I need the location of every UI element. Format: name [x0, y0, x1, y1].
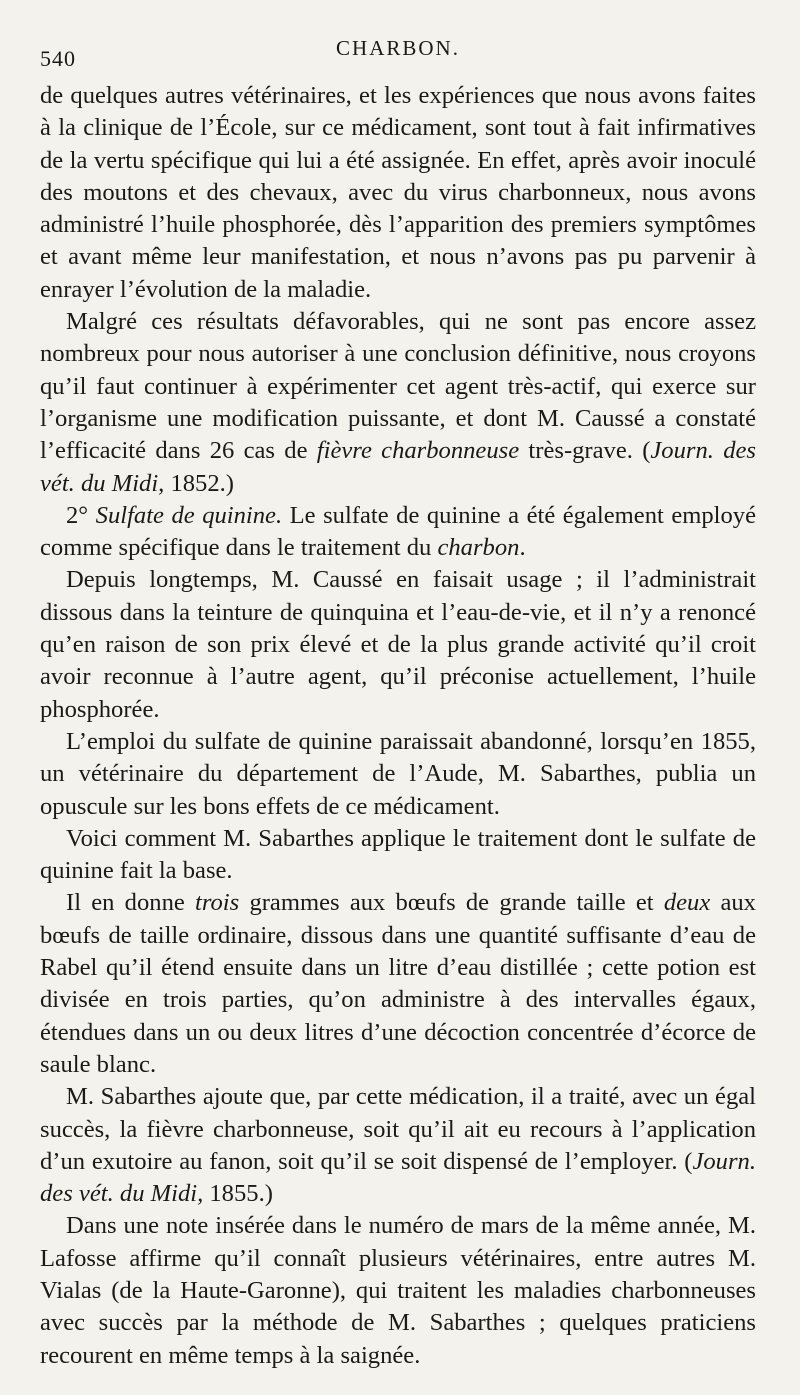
paragraph — [40, 306, 756, 500]
paragraph — [40, 80, 756, 306]
paragraph — [40, 1081, 756, 1210]
body-text — [40, 80, 756, 1372]
text-run: aux bœufs de taille ordinaire, dissous dans une quantité suffisante d’eau de Rabel qu’il étend ensuite dans un litre d’eau distillée ; cette potion est divisée en trois parties, qu’on administre à des intervalles égaux, étendues dans un ou deux litres d’une décoction concentrée d’écorce de saule blanc. — [40, 889, 756, 1078]
page-header — [40, 28, 756, 80]
text-run: . — [519, 534, 526, 562]
text-run: très-grave. ( — [519, 437, 651, 465]
italic-text: Sulfate de quinine. — [95, 501, 283, 529]
paragraph — [40, 1210, 756, 1371]
text-run: Depuis longtemps, M. Caussé en faisait usage ; il l’administrait dissous dans la teinture de quinquina et l’eau-de-vie, et il n’y a renoncé qu’en raison de son prix élevé et de la plus grande activité qu’il croit avoir reconnue à l’autre agent, qu’il préconise actuellement, l’huile phosphorée. — [40, 566, 756, 723]
italic-text: fièvre charbonneuse — [316, 437, 520, 465]
paragraph — [40, 823, 756, 888]
italic-text: deux — [663, 889, 711, 917]
text-run: L’emploi du sulfate de quinine paraissait abandonné, lorsqu’en 1855, un vétérinaire du département de l’Aude, M. Sabarthes, publia un opuscule sur les bons effets de ce médicament. — [40, 727, 756, 820]
italic-text: trois — [195, 889, 240, 917]
text-run: M. Sabarthes ajoute que, par cette médication, il a traité, avec un égal succès, la fièvre charbonneuse, soit qu’il ait eu recours à l’application d’un exutoire au fanon, soit qu’il se soit dispensé de l’employer. ( — [40, 1083, 756, 1175]
italic-text: charbon — [437, 534, 520, 562]
paragraph — [40, 887, 756, 1081]
text-run: 2° — [66, 501, 96, 529]
paragraph — [40, 500, 756, 565]
running-head: CHARBON. — [336, 36, 460, 60]
text-run: Le sulfate de quinine a été également employé comme spécifique dans le traitement du — [40, 501, 757, 562]
text-run: grammes aux bœufs de grande taille et — [239, 889, 664, 917]
text-run: 1855.) — [203, 1180, 273, 1208]
italic-text: Journ. des vét. du Midi, — [40, 437, 756, 497]
text-run: Il en donne — [66, 889, 196, 917]
text-run: Dans une note insérée dans le numéro de mars de la même année, M. Lafosse affirme qu’il connaît plusieurs vétérinaires, entre autres M. Vialas (de la Haute-Garonne), qui traitent les maladies charbonneuses avec succès par la méthode de M. Sabarthes ; quelques praticiens recourent en même temps à la saignée. — [40, 1212, 756, 1369]
italic-text: Journ. des vét. du Midi, — [40, 1147, 756, 1208]
paragraph — [40, 564, 756, 725]
text-run: de quelques autres vétérinaires, et les expériences que nous avons faites à la clinique de l’École, sur ce médicament, sont tout à fait infirmatives de la vertu spécifique qui lui a été assignée. En effet, après avoir inoculé des moutons et des chevaux, avec du virus charbonneux, nous avons administré l’huile phosphorée, dès l’apparition des premiers symptômes et avant même leur manifestation, et nous n’avons pas pu parvenir à enrayer l’évolution de la maladie. — [40, 82, 756, 303]
text-run: 1852.) — [164, 469, 234, 497]
text-run: Malgré ces résultats défavorables, qui ne sont pas encore assez nombreux pour nous autoriser à une conclusion définitive, nous croyons qu’il faut continuer à expérimenter cet agent très-actif, qui exerce sur l’organisme une modification puissante, et dont M. Caussé a constaté l’efficacité dans 26 cas de — [40, 308, 756, 465]
paragraph — [40, 726, 756, 823]
text-run: Voici comment M. Sabarthes applique le traitement dont le sulfate de quinine fait la base. — [40, 824, 756, 885]
page-number: 540 — [40, 46, 76, 71]
